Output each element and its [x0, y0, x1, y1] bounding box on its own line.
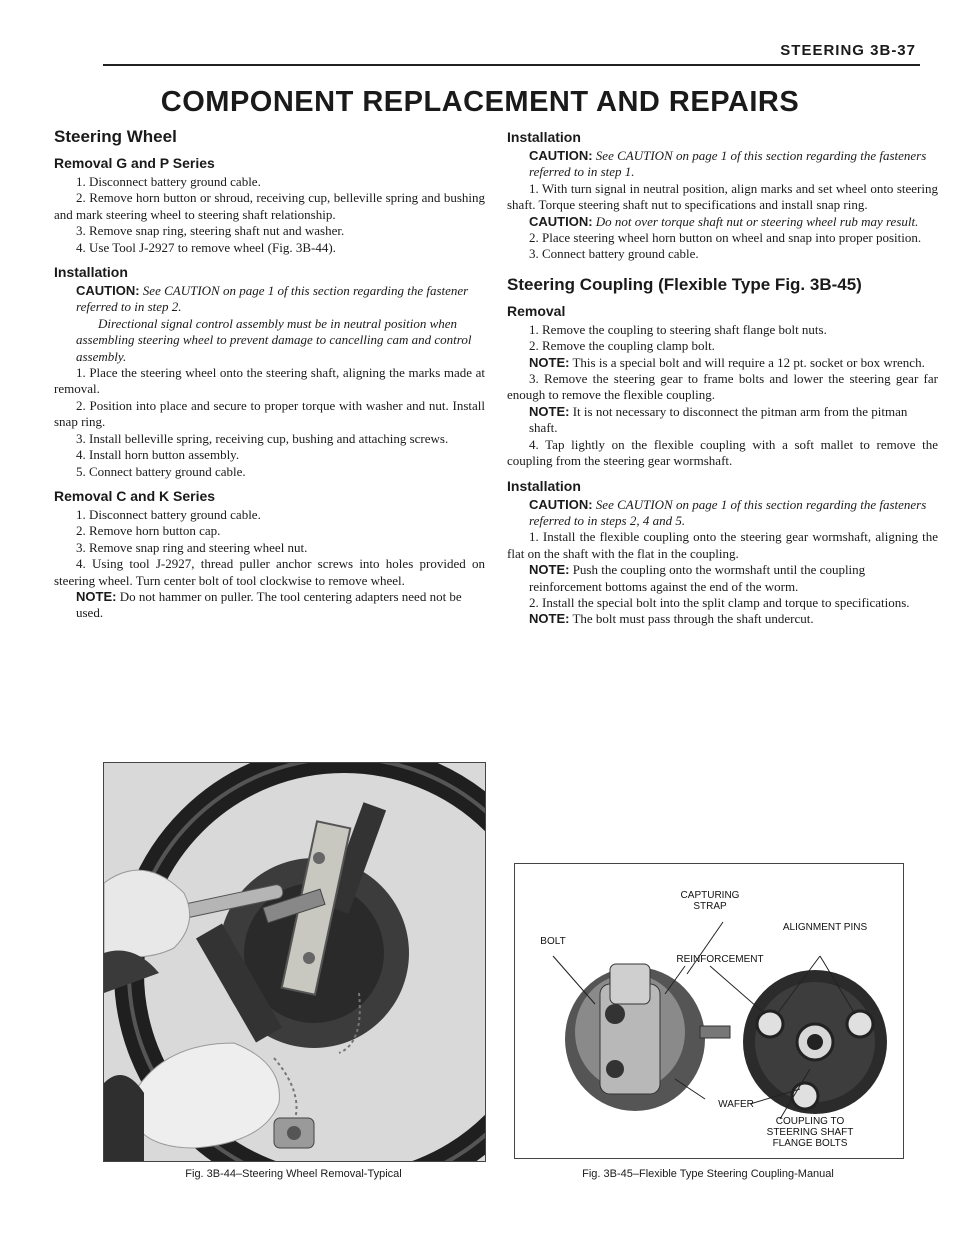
- step: 4. Install horn button assembly.: [76, 447, 240, 463]
- note-text: Push the coupling onto the wormshaft until the coupling reinforcement bottoms against the end of the worm.: [529, 562, 866, 594]
- note-label: NOTE:: [529, 562, 570, 578]
- note-text: It is not necessary to disconnect the pitman arm from the pitman shaft.: [529, 403, 908, 436]
- caution-block: [529, 214, 938, 230]
- caution-label: CAUTION:: [529, 148, 593, 163]
- note-label: NOTE:: [76, 588, 117, 604]
- step: 3. Remove snap ring, steering shaft nut and washer.: [76, 223, 345, 239]
- removal-ck-heading: Removal C and K Series: [54, 487, 216, 504]
- step: 1. Disconnect battery ground cable.: [76, 174, 261, 189]
- removal-gp-heading: Removal G and P Series: [54, 155, 215, 171]
- page-header: [103, 38, 920, 66]
- note-text: This is a special bolt and will require a 12 pt. socket or box wrench.: [572, 354, 925, 370]
- note-block: [529, 355, 938, 371]
- caution-text: Do not over torque shaft nut or steering wheel rub may result.: [595, 213, 919, 229]
- figure-3b-45: [514, 863, 904, 1159]
- right-column: [507, 127, 938, 628]
- caution-extra: Directional signal control assembly must be in neutral position when assembling steering wheel to prevent damage to cancelling cam and control assembly.: [76, 315, 472, 364]
- installation-heading: Installation: [507, 477, 581, 494]
- caution-block: [529, 497, 938, 530]
- note-block: [529, 611, 938, 627]
- step: 1. Place the steering wheel onto the steering shaft, aligning the marks made at removal.: [54, 365, 485, 397]
- coupling-heading: Steering Coupling (Flexible Type Fig. 3B-45): [507, 274, 862, 294]
- step: 2. Place steering wheel horn button on wheel and snap into proper position.: [529, 230, 922, 246]
- step: 2. Position into place and secure to proper torque with washer and nut. Install snap ring.: [54, 397, 485, 430]
- step: 3. Remove snap ring and steering wheel nut.: [76, 539, 308, 555]
- note-label: NOTE:: [529, 611, 570, 627]
- caution-label: CAUTION:: [529, 496, 593, 512]
- step: 5. Connect battery ground cable.: [76, 463, 246, 479]
- step: 2. Install the special bolt into the split clamp and torque to specifications.: [529, 594, 910, 610]
- caution-text: See CAUTION on page 1 of this section regarding the fasteners referred to in step 1.: [529, 148, 927, 180]
- step: 3. Install belleville spring, receiving cup, bushing and attaching screws.: [76, 430, 449, 446]
- figure-3b-44: [103, 762, 486, 1162]
- caution-block: [529, 148, 938, 181]
- step: 4. Use Tool J-2927 to remove wheel (Fig. 3B-44).: [76, 239, 336, 255]
- installation-heading: Installation: [507, 129, 581, 145]
- step: 3. Remove the steering gear to frame bolts and lower the steering gear far enough to remove the flexible coupling.: [507, 371, 938, 403]
- label-reinforcement: REINFORCEMENT: [676, 954, 764, 965]
- step: 1. With turn signal in neutral position, align marks and set wheel onto steering shaft. Torque steering shaft nut to specifications and install snap ring.: [507, 180, 938, 213]
- label-alignment-pins: ALIGNMENT PINS: [782, 922, 868, 933]
- step: 2. Remove the coupling clamp bolt.: [529, 338, 715, 354]
- label-coupling-bolts: COUPLING TO STEERING SHAFT FLANGE BOLTS: [766, 1116, 854, 1149]
- figure-3b-44-caption: Fig. 3B-44–Steering Wheel Removal-Typical: [185, 1168, 402, 1180]
- section-label: STEERING 3B-37: [780, 42, 916, 59]
- step: 1. Remove the coupling to steering shaft flange bolt nuts.: [529, 321, 827, 337]
- note-block: [529, 404, 938, 437]
- steering-wheel-heading: Steering Wheel: [54, 127, 177, 146]
- steering-wheel-illustration: [104, 763, 485, 1161]
- note-label: NOTE:: [529, 354, 570, 370]
- figure-3b-45-caption: Fig. 3B-45–Flexible Type Steering Coupling-Manual: [582, 1168, 834, 1180]
- caution-text: See CAUTION on page 1 of this section regarding the fastener referred to in step 2.: [76, 283, 469, 315]
- left-column: [54, 127, 485, 622]
- label-bolt: BOLT: [540, 936, 566, 947]
- label-capturing-strap: CAPTURING STRAP: [680, 890, 740, 912]
- note-block: [76, 589, 485, 622]
- step: 1. Install the flexible coupling onto the steering gear wormshaft, aligning the flat on the shaft with the flat in the coupling.: [507, 529, 938, 561]
- step: 2. Remove horn button or shroud, receiving cup, belleville spring and bushing and mark steering wheel to steering shaft relationship.: [54, 190, 485, 222]
- step: 2. Remove horn button cap.: [76, 523, 221, 539]
- caution-block: [76, 283, 485, 316]
- step: 4. Using tool J-2927, thread puller anchor screws into holes provided on steering wheel. Turn center bolt of tool clockwise to remove wheel.: [54, 556, 485, 588]
- step: 3. Connect battery ground cable.: [529, 246, 699, 262]
- page-title: COMPONENT REPLACEMENT AND REPAIRS: [160, 86, 800, 118]
- note-label: NOTE:: [529, 403, 570, 419]
- removal-heading: Removal: [507, 302, 566, 319]
- installation-heading: Installation: [54, 264, 128, 281]
- step: 4. Tap lightly on the flexible coupling with a soft mallet to remove the coupling from the steering gear wormshaft.: [507, 436, 938, 469]
- note-text: The bolt must pass through the shaft undercut.: [572, 611, 814, 627]
- caution-text: See CAUTION on page 1 of this section regarding the fasteners referred to in steps 2, 4 and 5.: [529, 496, 927, 528]
- caution-label: CAUTION:: [529, 213, 593, 229]
- label-wafer: WAFER: [718, 1099, 754, 1110]
- note-text: Do not hammer on puller. The tool centering adapters need not be used.: [76, 588, 462, 621]
- caution-label: CAUTION:: [76, 283, 140, 299]
- step: 1. Disconnect battery ground cable.: [76, 506, 261, 522]
- note-block: [529, 562, 938, 595]
